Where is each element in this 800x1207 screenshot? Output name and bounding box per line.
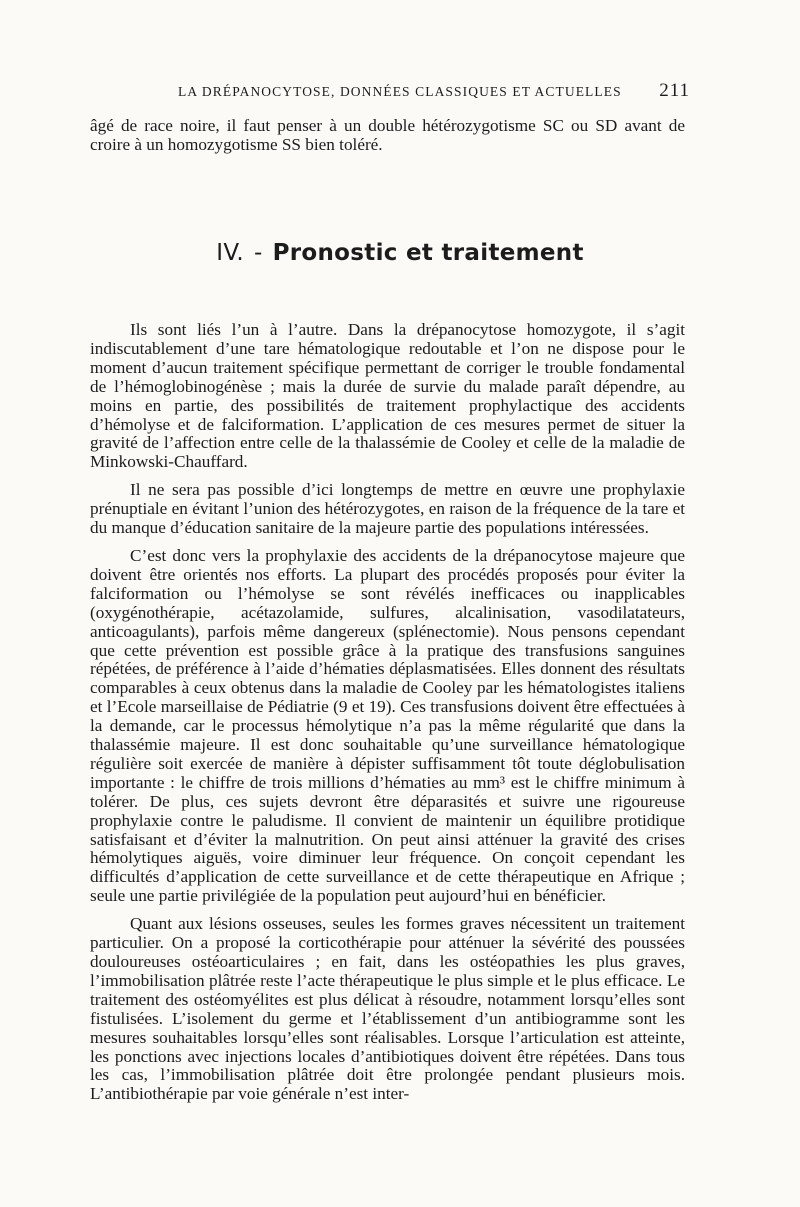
paragraph: Il ne sera pas possible d’ici longtemps de mettre en œuvre une prophylaxie prénuptiale en évitant l’union des hétérozygotes, en raison de la fréquence de la tare et du manque d’éducation sanitaire de la majeure partie des populations intéressées. [90, 480, 685, 538]
section-title: Pronostic et traitement [272, 240, 584, 266]
carryover-text [90, 117, 685, 155]
page-number: 211 [659, 80, 690, 101]
section-dash: - [254, 240, 263, 266]
running-title: LA DRÉPANOCYTOSE, DONNÉES CLASSIQUES ET ACTUELLES [178, 84, 622, 99]
paragraph: C’est donc vers la prophylaxie des accidents de la drépanocytose majeure que doivent être orientés nos efforts. La plupart des procédés proposés pour éviter la falciformation ou l’hémolyse se sont révélés inefficaces ou inapplicables (oxygénothérapie, acétazolamide, sulfures, alcalinisation, vasodilatateurs, anticoagulants), parfois même dangereux (splénectomie). Nous pensons cependant que cette prévention est possible grâce à la pratique des transfusions sanguines répétées, de préférence à l’aide d’hématies déplasmatisées. Elles donnent des résultats comparables à ceux obtenus dans la maladie de Cooley par les hématologistes italiens et l’Ecole marseillaise de Pédiatrie (9 et 19). Ces transfusions doivent être effectuées à la demande, car le processus hémolytique n’a pas la même régularité que dans la thalassémie majeure. Il est donc souhaitable qu’une surveillance hématologique régulière soit exercée de manière à dépister suffisamment tôt toute déglobulisation importante : le chiffre de trois millions d’hématies au mm³ est le chiffre minimum à tolérer. De plus, ces sujets devront être déparasités et suivre une rigoureuse prophylaxie contre le paludisme. Il convient de maintenir un équilibre protidique satisfaisant et d’éviter la malnutrition. On peut ainsi atténuer la gravité des crises hémolytiques aiguës, voire diminuer leur fréquence. On conçoit cependant les difficultés d’application de cette surveillance et de cette thérapeutique en Afrique ; seule une partie privilégiée de la population peut aujourd’hui en bénéficier. [90, 545, 685, 906]
body-text [90, 321, 685, 1113]
paragraph: Quant aux lésions osseuses, seules les formes graves nécessitent un traitement particulier. On a proposé la corticothérapie pour atténuer la sévérité des poussées douloureuses ostéoarticulaires ; en fait, dans les ostéopathies les plus graves, l’immobilisation plâtrée reste l’acte thérapeutique le plus simple et le plus efficace. Le traitement des ostéomyélites est plus délicat à résoudre, notamment lorsqu’elles sont fistulisées. L’isolement du germe et l’établissement d’un antibiogramme sont les mesures souhaitables lorsqu’elles sont réalisables. Lorsque l’articulation est atteinte, les ponctions avec injections locales d’antibiotiques doivent être répétées. Dans tous les cas, l’immobilisation plâtrée doit être prolongée pendant plusieurs mois. L’antibiothérapie par voie générale n’est inter- [90, 914, 685, 1104]
section-heading [0, 240, 800, 266]
paragraph: Ils sont liés l’un à l’autre. Dans la drépanocytose homozygote, il s’agit indiscutablement d’une tare hématologique redoutable et l’on ne dispose pour le moment d’aucun traitement spécifique permettant de corriger le trouble fondamental de l’hémoglobinogénèse ; mais la durée de survie du malade paraît dépendre, au moins en partie, des possibilités de traitement prophylactique des accidents d’hémolyse et de falciformation. L’application de ces mesures permet de situer la gravité de l’affection entre celle de la thalassémie de Cooley et celle de la maladie de Minkowski-Chauffard. [90, 320, 685, 472]
section-numeral: IV. [216, 240, 244, 266]
running-header [90, 80, 690, 102]
paragraph: âgé de race noire, il faut penser à un double hétérozygotisme SC ou SD avant de croire à un homozygotisme SS bien toléré. [90, 116, 685, 154]
